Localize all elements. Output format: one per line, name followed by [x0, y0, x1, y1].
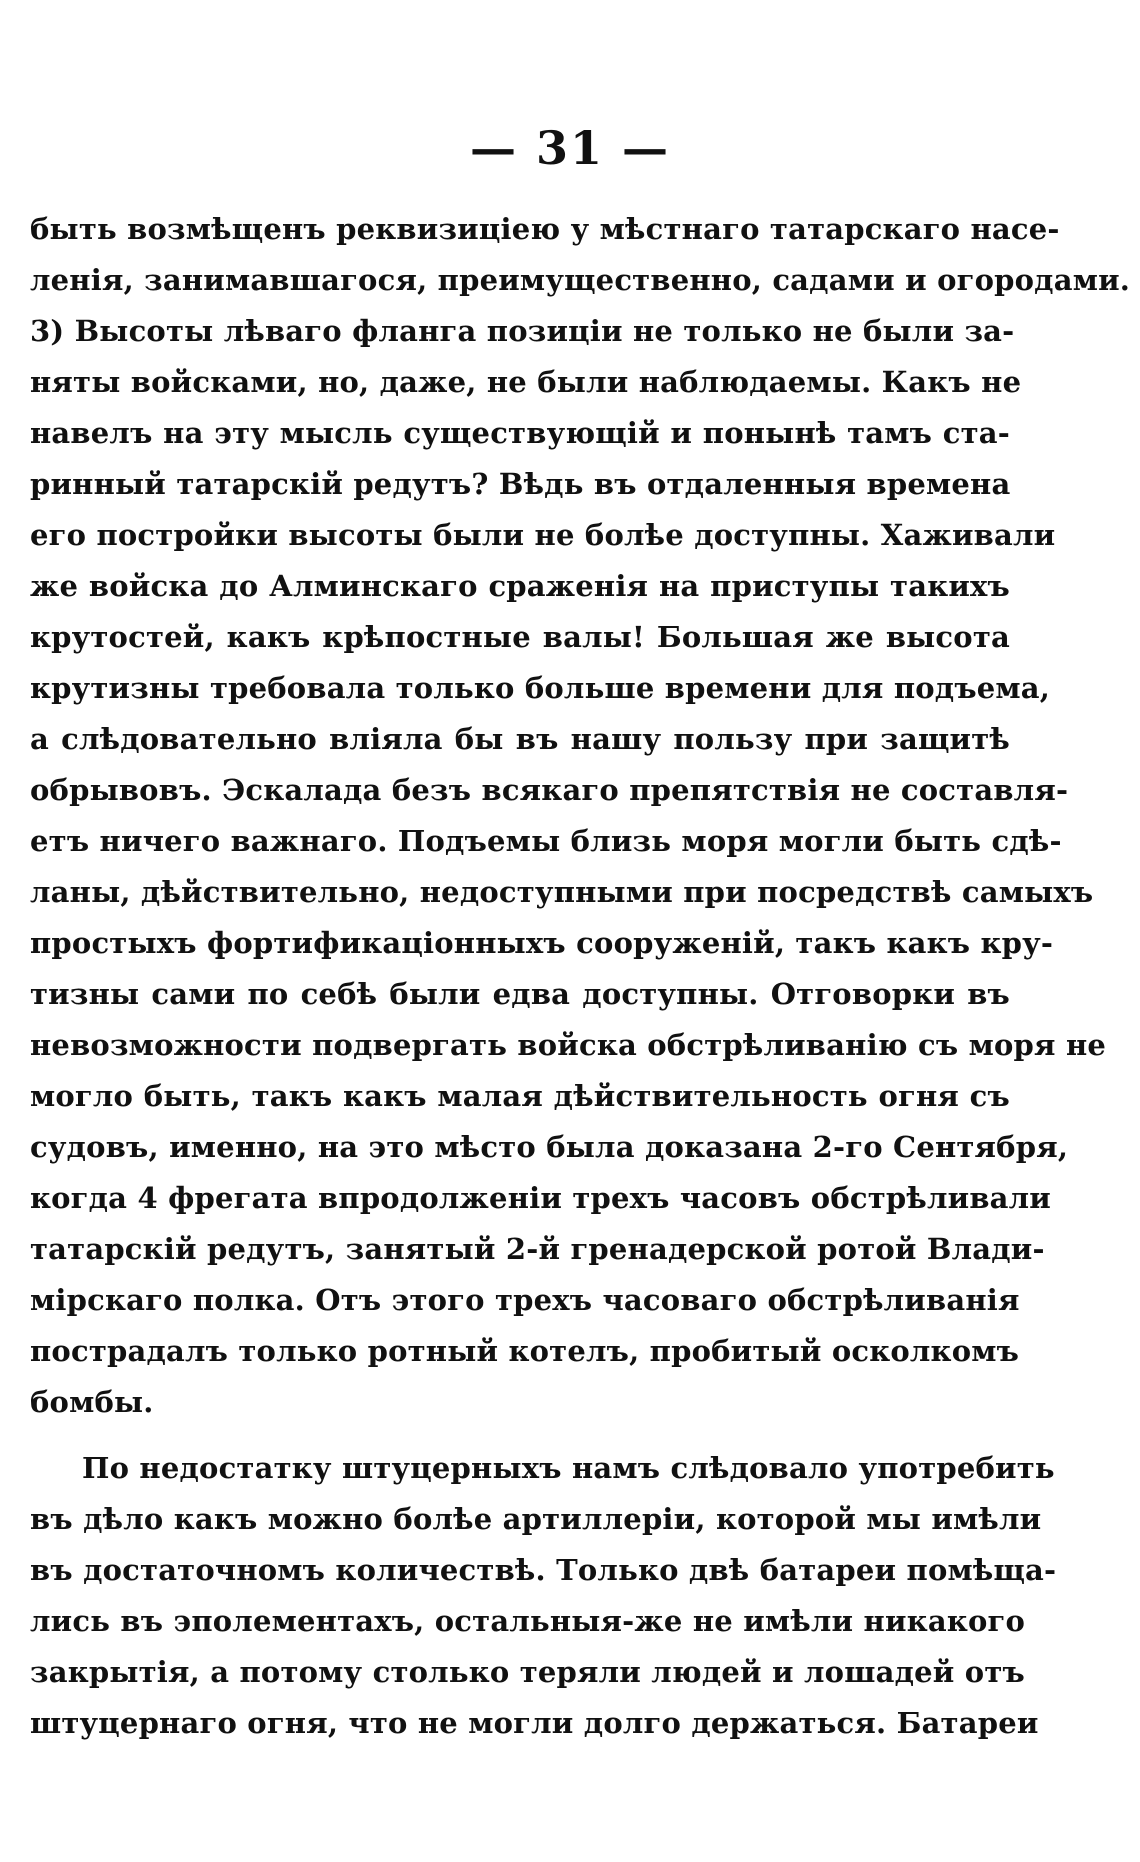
text-line: ринный татарскій редутъ? Вѣдь въ отдаленныя времена [30, 467, 1011, 501]
text-line: обрывовъ. Эскалада безъ всякаго препятствія не составля- [30, 773, 1069, 807]
text-line: навелъ на эту мысль существующій и понынѣ тамъ ста- [30, 416, 1010, 450]
text-line: тизны сами по себѣ были едва доступны. Отговорки въ [30, 977, 1010, 1011]
body-text [30, 204, 1131, 1749]
text-line: няты войсками, но, даже, не были наблюдаемы. Какъ не [30, 365, 1022, 399]
paragraph-gap [30, 1428, 1010, 1443]
text-line: его постройки высоты были не болѣе доступны. Хаживали [30, 518, 1056, 552]
text-line: 3) Высоты лѣваго фланга позиціи не только не были за- [30, 314, 1015, 348]
paragraph-2 [30, 1443, 1057, 1749]
text-line: крутостей, какъ крѣпостные валы! Большая же высота [30, 620, 1010, 654]
text-line: а слѣдовательно вліяла бы въ нашу пользу при защитѣ [30, 722, 1010, 756]
text-line: въ дѣло какъ можно болѣе артиллеріи, которой мы имѣли [30, 1502, 1042, 1536]
paragraph-1 [30, 204, 1131, 1428]
text-line: въ достаточномъ количествѣ. Только двѣ батареи помѣща- [30, 1553, 1057, 1587]
page-number: — 31 — [469, 121, 671, 175]
text-line: крутизны требовала только больше времени для подъема, [30, 671, 1051, 705]
text-line: же войска до Алминскаго сраженія на приступы такихъ [30, 569, 1010, 603]
text-line: штуцернаго огня, что не могли долго держаться. Батареи [30, 1706, 1039, 1740]
text-line: когда 4 фрегата впродолженіи трехъ часовъ обстрѣливали [30, 1181, 1052, 1215]
text-line: пострадалъ только ротный котелъ, пробитый осколкомъ [30, 1334, 1020, 1368]
text-line: невозможности подвергать войска обстрѣливанію съ моря не [30, 1028, 1107, 1062]
text-line: етъ ничего важнаго. Подъемы близь моря могли быть сдѣ- [30, 824, 1062, 858]
text-line: судовъ, именно, на это мѣсто была доказана 2-го Сентября, [30, 1130, 1069, 1164]
text-line: быть возмѣщенъ реквизиціею у мѣстнаго татарскаго насе- [30, 212, 1060, 246]
text-line: ленія, занимавшагося, преимущественно, садами и огородами. [30, 263, 1131, 297]
text-line: По недостатку штуцерныхъ намъ слѣдовало употребить [82, 1451, 1055, 1485]
text-line: могло быть, такъ какъ малая дѣйствительность огня съ [30, 1079, 1010, 1113]
text-line: татарскій редутъ, занятый 2-й гренадерской ротой Влади- [30, 1232, 1045, 1266]
text-line: мірскаго полка. Отъ этого трехъ часоваго обстрѣливанія [30, 1283, 1020, 1317]
text-line: простыхъ фортификаціонныхъ сооруженій, такъ какъ кру- [30, 926, 1054, 960]
text-line: лись въ эполементахъ, остальныя-же не имѣли никакого [30, 1604, 1026, 1638]
text-line: закрытія, а потому столько теряли людей и лошадей отъ [30, 1655, 1025, 1689]
text-line: ланы, дѣйствительно, недоступными при посредствѣ самыхъ [30, 875, 1094, 909]
text-line: бомбы. [30, 1385, 154, 1419]
